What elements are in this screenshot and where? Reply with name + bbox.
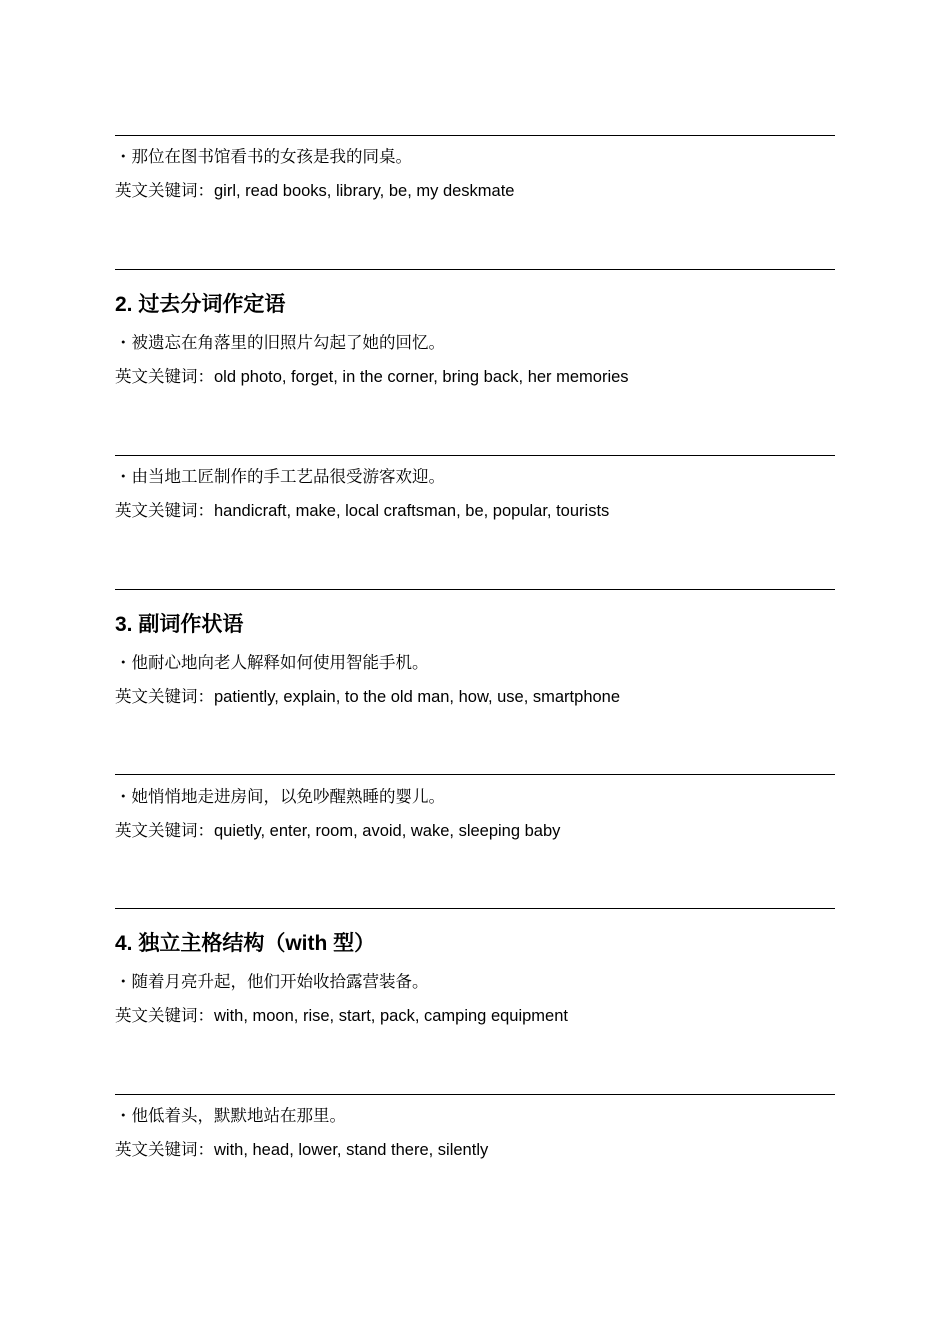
exercise-sentence: ・那位在图书馆看书的女孩是我的同桌。: [115, 148, 412, 166]
divider: [115, 589, 835, 590]
divider: [115, 1094, 835, 1095]
section-heading: 3. 副词作状语: [115, 613, 244, 636]
divider: [115, 135, 835, 136]
exercise-sentence: ・由当地工匠制作的手工艺品很受游客欢迎。: [115, 468, 445, 486]
exercise-sentence: ・随着月亮升起，他们开始收拾露营装备。: [115, 973, 429, 991]
exercise-sentence: ・他耐心地向老人解释如何使用智能手机。: [115, 654, 429, 672]
divider: [115, 774, 835, 775]
exercise-keywords: 英文关键词：quietly, enter, room, avoid, wake, sleeping baby: [115, 822, 561, 840]
section-heading: 4. 独立主格结构（with 型）: [115, 932, 376, 955]
exercise-keywords: 英文关键词：patiently, explain, to the old man, how, use, smartphone: [115, 688, 621, 706]
exercise-keywords: 英文关键词：girl, read books, library, be, my deskmate: [115, 182, 515, 200]
divider: [115, 455, 835, 456]
exercise-keywords: 英文关键词：with, moon, rise, start, pack, camping equipment: [115, 1007, 568, 1025]
exercise-keywords: 英文关键词：handicraft, make, local craftsman, be, popular, tourists: [115, 502, 610, 520]
exercise-sentence: ・他低着头，默默地站在那里。: [115, 1107, 346, 1125]
divider: [115, 269, 835, 270]
section-heading: 2. 过去分词作定语: [115, 293, 286, 316]
exercise-keywords: 英文关键词：with, head, lower, stand there, silently: [115, 1141, 489, 1159]
divider: [115, 908, 835, 909]
exercise-sentence: ・她悄悄地走进房间，以免吵醒熟睡的婴儿。: [115, 788, 445, 806]
exercise-sentence: ・被遗忘在角落里的旧照片勾起了她的回忆。: [115, 334, 445, 352]
exercise-keywords: 英文关键词：old photo, forget, in the corner, bring back, her memories: [115, 368, 629, 386]
